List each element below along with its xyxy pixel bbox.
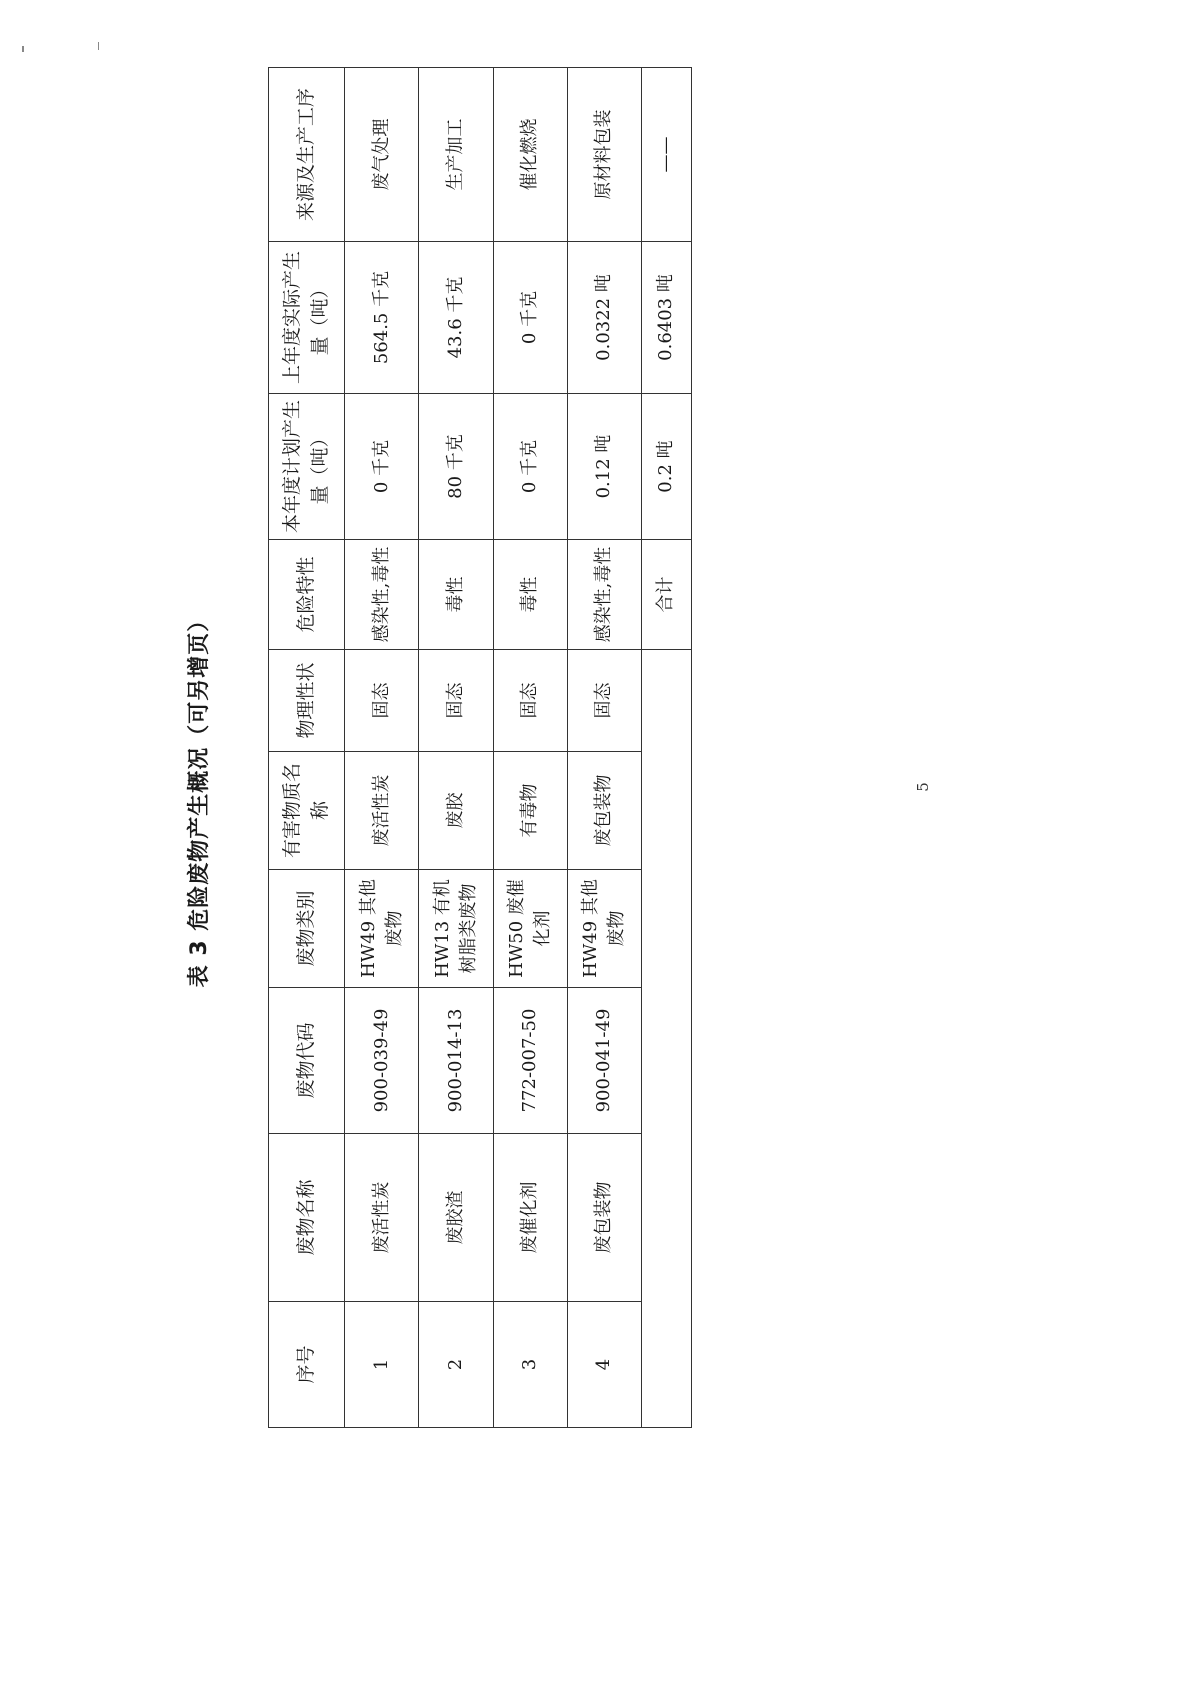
cell-hazard-property: 毒性 (493, 540, 567, 650)
total-actual-amount: 0.6403 吨 (641, 242, 691, 394)
cell-hazard-property: 感染性,毒性 (567, 540, 641, 650)
header-hazard-property: 危险特性 (269, 540, 345, 650)
cell-waste-category: HW49 其他废物 (567, 870, 641, 988)
cell-waste-name: 废包装物 (567, 1134, 641, 1302)
cell-physical-state: 固态 (567, 650, 641, 752)
cell-source-process: 废气处理 (345, 68, 419, 242)
header-waste-code: 废物代码 (269, 988, 345, 1134)
cell-actual-amount: 0.0322 吨 (567, 242, 641, 394)
header-waste-category: 废物类别 (269, 870, 345, 988)
cell-physical-state: 固态 (345, 650, 419, 752)
cell-harmful-substance: 废包装物 (567, 752, 641, 870)
total-row (641, 68, 691, 1428)
hazardous-waste-table (268, 67, 692, 1428)
cell-hazard-property: 感染性,毒性 (345, 540, 419, 650)
cell-physical-state: 固态 (419, 650, 493, 752)
rotated-table-container (187, 88, 692, 1428)
cell-waste-code: 900-041-49 (567, 988, 641, 1134)
cell-seq: 1 (345, 1302, 419, 1428)
cell-waste-category: HW50 废催化剂 (493, 870, 567, 988)
cell-planned-amount: 80 千克 (419, 394, 493, 540)
cell-actual-amount: 43.6 千克 (419, 242, 493, 394)
table-row (493, 68, 567, 1428)
cell-source-process: 原材料包装 (567, 68, 641, 242)
header-row (269, 68, 345, 1428)
table-row (345, 68, 419, 1428)
total-blank-cell (641, 650, 691, 1428)
total-planned-amount: 0.2 吨 (641, 394, 691, 540)
cell-physical-state: 固态 (493, 650, 567, 752)
scan-speck (22, 46, 24, 52)
cell-waste-category: HW13 有机树脂类废物 (419, 870, 493, 988)
cell-waste-code: 900-039-49 (345, 988, 419, 1134)
table-title: 表 3 危险废物产生概况（可另增页） (187, 608, 212, 988)
header-waste-name: 废物名称 (269, 1134, 345, 1302)
cell-harmful-substance: 废胶 (419, 752, 493, 870)
cell-waste-name: 废胶渣 (419, 1134, 493, 1302)
cell-harmful-substance: 废活性炭 (345, 752, 419, 870)
cell-waste-category: HW49 其他废物 (345, 870, 419, 988)
total-label: 合计 (641, 540, 691, 650)
cell-planned-amount: 0.12 吨 (567, 394, 641, 540)
table-row (567, 68, 641, 1428)
cell-seq: 3 (493, 1302, 567, 1428)
header-seq: 序号 (269, 1302, 345, 1428)
header-physical-state: 物理性状 (269, 650, 345, 752)
header-actual-amount: 上年度实际产生量（吨） (269, 242, 345, 394)
table-row (419, 68, 493, 1428)
header-source-process: 来源及生产工序 (269, 68, 345, 242)
page-number: 5 (913, 782, 932, 792)
cell-source-process: 催化燃烧 (493, 68, 567, 242)
cell-waste-code: 772-007-50 (493, 988, 567, 1134)
header-planned-amount: 本年度计划产生量（吨） (269, 394, 345, 540)
cell-seq: 4 (567, 1302, 641, 1428)
scan-speck (98, 42, 99, 50)
cell-hazard-property: 毒性 (419, 540, 493, 650)
cell-seq: 2 (419, 1302, 493, 1428)
cell-harmful-substance: 有毒物 (493, 752, 567, 870)
cell-planned-amount: 0 千克 (493, 394, 567, 540)
cell-waste-code: 900-014-13 (419, 988, 493, 1134)
cell-actual-amount: 564.5 千克 (345, 242, 419, 394)
cell-waste-name: 废催化剂 (493, 1134, 567, 1302)
cell-source-process: 生产加工 (419, 68, 493, 242)
cell-waste-name: 废活性炭 (345, 1134, 419, 1302)
total-source-dash: —— (641, 68, 691, 242)
cell-planned-amount: 0 千克 (345, 394, 419, 540)
header-harmful-substance: 有害物质名称 (269, 752, 345, 870)
cell-actual-amount: 0 千克 (493, 242, 567, 394)
